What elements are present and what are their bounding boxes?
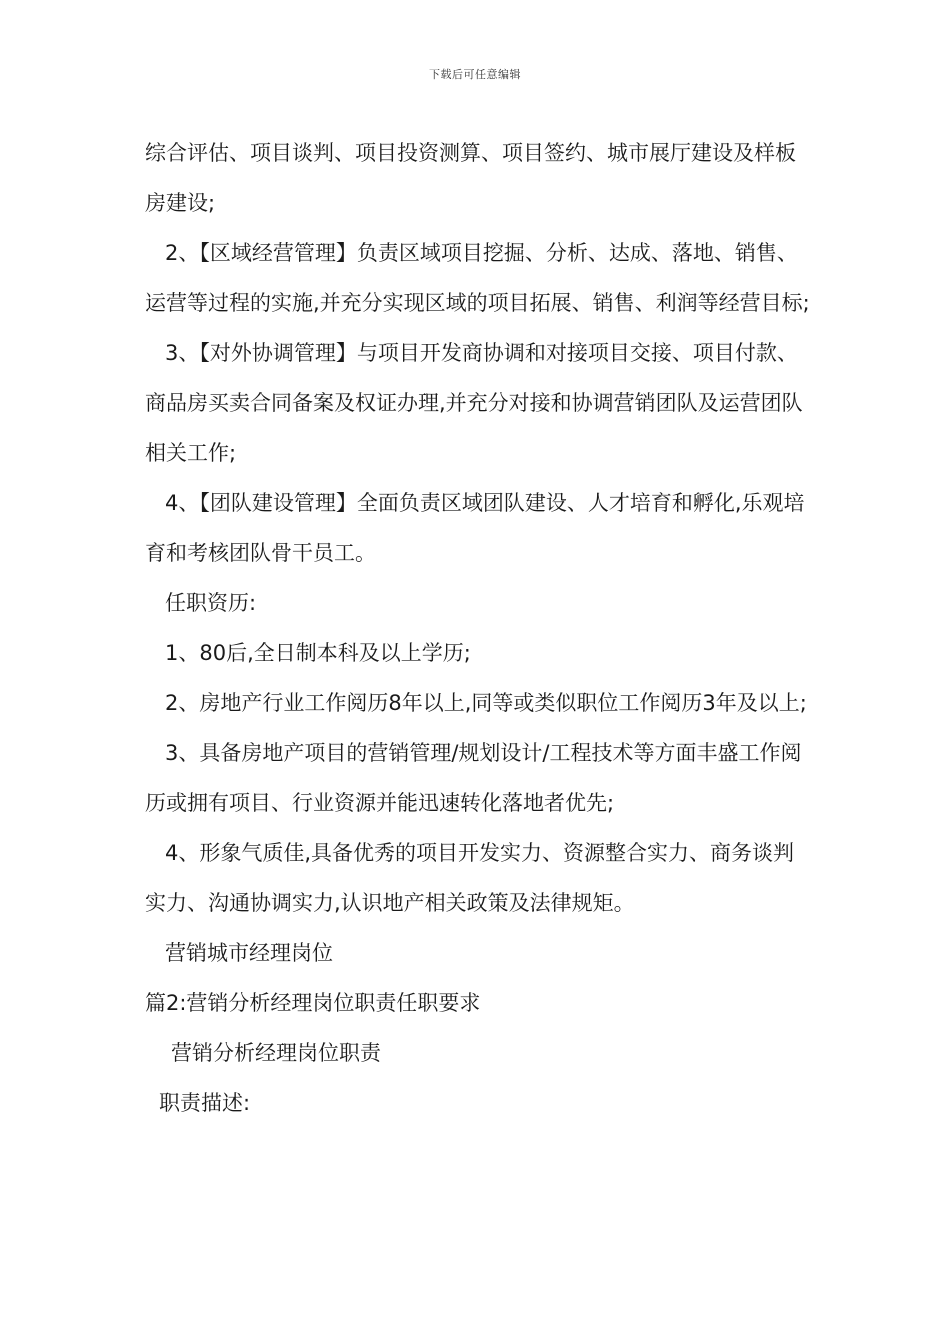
qualification-item-1: 1、80后,全日制本科及以上学历; [165,641,471,665]
heading-qualifications: 任职资历: [165,591,257,615]
qualification-item-2: 2、房地产行业工作阅历8年以上,同等或类似职位工作阅历3年及以上; [165,691,807,715]
paragraph-regional-operations: 2、【区域经营管理】负责区域项目挖掘、分析、达成、落地、销售、运营等过程的实施,并充分实现区域的项目拓展、销售、利润等经营目标; [145,241,810,315]
subsection-title: 营销分析经理岗位职责 [171,1041,381,1065]
duties-heading: 职责描述: [159,1091,251,1115]
closing-title: 营销城市经理岗位 [165,941,333,965]
section-heading: 篇2:营销分析经理岗位职责任职要求 [145,991,481,1015]
paragraph-team-building: 4、【团队建设管理】全面负责区域团队建设、人才培育和孵化,乐观培育和考核团队骨干员工。 [145,491,805,565]
paragraph-external-coordination: 3、【对外协调管理】与项目开发商协调和对接项目交接、项目付款、商品房买卖合同备案及权证办理,并充分对接和协调营销团队及运营团队相关工作; [145,341,803,465]
document-body [145,128,810,1128]
qualification-item-3: 3、具备房地产项目的营销管理/规划设计/工程技术等方面丰盛工作阅历或拥有项目、行业资源并能迅速转化落地者优先; [145,741,802,815]
paragraph-responsibility-continued: 综合评估、项目谈判、项目投资测算、项目签约、城市展厅建设及样板房建设; [145,141,796,215]
qualification-item-4: 4、形象气质佳,具备优秀的项目开发实力、资源整合实力、商务谈判实力、沟通协调实力,认识地产相关政策及法律规矩。 [145,841,795,915]
page-header-watermark: 下载后可任意编辑 [429,68,521,81]
